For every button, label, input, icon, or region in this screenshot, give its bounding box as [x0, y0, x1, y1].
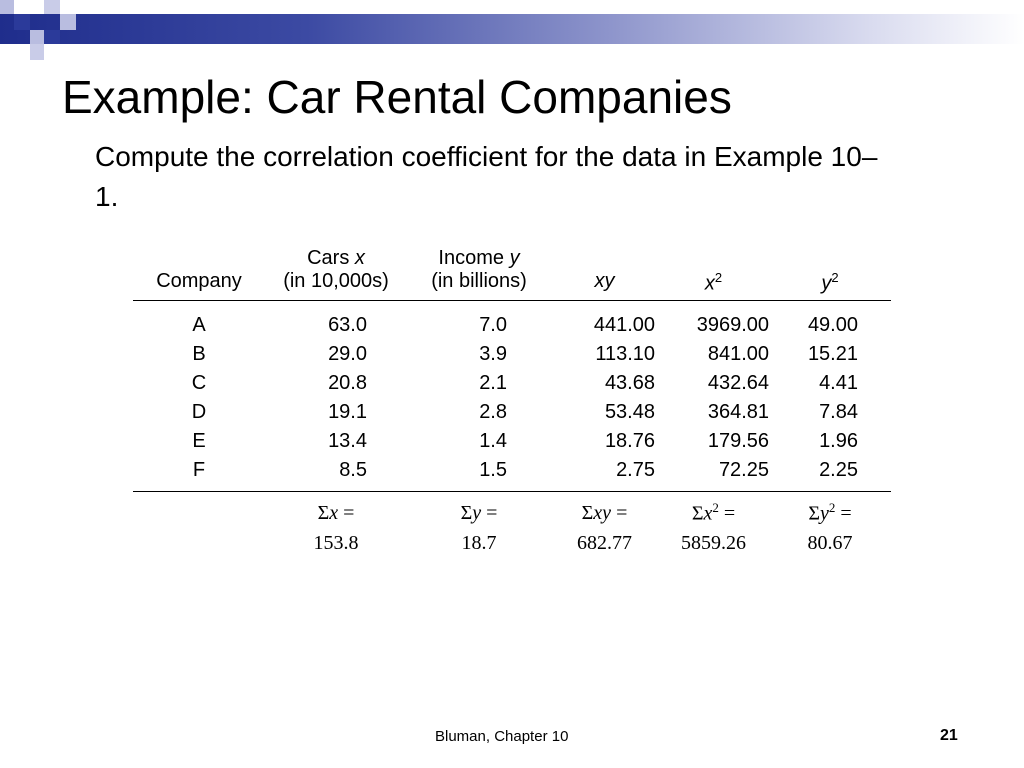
cell-xy: 18.76: [604, 430, 655, 452]
cell-company: C: [191, 372, 207, 394]
cell-x2: 364.81: [707, 401, 769, 423]
slide-title: Example: Car Rental Companies: [62, 71, 732, 123]
cell-company: A: [192, 314, 206, 336]
sum-y-value: 18.7: [461, 531, 497, 554]
cell-x2: 3969.00: [696, 314, 769, 336]
cell-y2: 1.96: [819, 430, 858, 452]
cell-y2: 7.84: [819, 401, 858, 423]
table-row: [133, 427, 891, 456]
sum-x2-value: 5859.26: [681, 531, 746, 554]
sum-blank: [133, 528, 265, 558]
header-row-2: [133, 270, 891, 301]
cell-x: 19.1: [328, 401, 367, 423]
cell-xy: 43.68: [604, 372, 655, 394]
sum-xy-label: Σxy =: [581, 501, 628, 524]
header-blank: [769, 240, 891, 270]
header-blank: [133, 240, 265, 270]
table-row: [133, 398, 891, 427]
decor-square: [44, 0, 60, 14]
page-number: 21: [940, 727, 958, 744]
header-x-squared: $x^2$: [658, 270, 769, 301]
cell-x: 63.0: [328, 314, 367, 336]
header-row-1: [133, 240, 891, 270]
cell-x: 20.8: [328, 372, 367, 394]
footer-source: Bluman, Chapter 10: [435, 728, 569, 745]
decor-square: [30, 44, 44, 60]
decor-square: [60, 14, 76, 30]
cell-y: 3.9: [479, 343, 507, 365]
decor-square: [30, 30, 44, 44]
cell-company: D: [191, 401, 207, 423]
sum-xy-value: 682.77: [577, 531, 632, 554]
header-income-units: (in billions): [407, 270, 551, 301]
table-row: [133, 301, 891, 341]
data-table: [133, 240, 891, 558]
decor-square: [44, 30, 60, 44]
decor-square: [14, 14, 30, 30]
cell-y2: 4.41: [819, 372, 858, 394]
cell-y: 7.0: [479, 314, 507, 336]
sum-x-label: Σx =: [317, 501, 355, 524]
cell-x2: 432.64: [707, 372, 769, 394]
header-cars: Cars x: [307, 247, 365, 269]
cell-x: 29.0: [328, 343, 367, 365]
cell-company: E: [192, 430, 206, 452]
cell-x2: 841.00: [707, 343, 769, 365]
header-company: Company: [133, 270, 265, 301]
sum-x2-label: $\Sigma x^2$ =: [691, 500, 736, 525]
header-cars-units: (in 10,000s): [265, 270, 407, 301]
cell-x2: 179.56: [707, 430, 769, 452]
cell-x2: 72.25: [658, 456, 769, 492]
cell-xy: 113.10: [595, 343, 655, 365]
cell-xy: 53.48: [604, 401, 655, 423]
table-row: [133, 369, 891, 398]
slide-subtitle: Compute the correlation coefficient for the data in Example 10–1.: [95, 141, 878, 212]
header-blank: [658, 240, 769, 270]
sum-label-row: [133, 492, 891, 529]
sum-x-value: 153.8: [313, 531, 359, 554]
cell-company: B: [192, 343, 206, 365]
cell-y2: 15.21: [807, 343, 858, 365]
cell-y2: 49.00: [807, 314, 858, 336]
cell-y: 1.5: [407, 456, 551, 492]
cell-y: 2.8: [479, 401, 507, 423]
header-blank: [551, 240, 658, 270]
header-income: Income y: [438, 247, 520, 269]
cell-y2: 2.25: [769, 456, 891, 492]
title-bar-gradient: [0, 14, 1024, 44]
cell-company: F: [133, 456, 265, 492]
table-row: [133, 456, 891, 492]
table-row: [133, 340, 891, 369]
cell-y: 1.4: [479, 430, 507, 452]
decor-square: [0, 0, 14, 14]
header-y-squared: $y^2$: [769, 270, 891, 301]
cell-x: 8.5: [265, 456, 407, 492]
cell-xy: 2.75: [551, 456, 658, 492]
sum-blank: [133, 492, 265, 529]
sum-y2-label: $\Sigma y^2$ =: [808, 500, 852, 525]
cell-xy: 441.00: [593, 314, 655, 336]
sum-value-row: [133, 528, 891, 558]
header-xy: xy: [551, 270, 658, 301]
sum-y-label: Σy =: [460, 501, 498, 524]
sum-y2-value: 80.67: [807, 531, 853, 554]
cell-x: 13.4: [328, 430, 367, 452]
cell-y: 2.1: [479, 372, 507, 394]
